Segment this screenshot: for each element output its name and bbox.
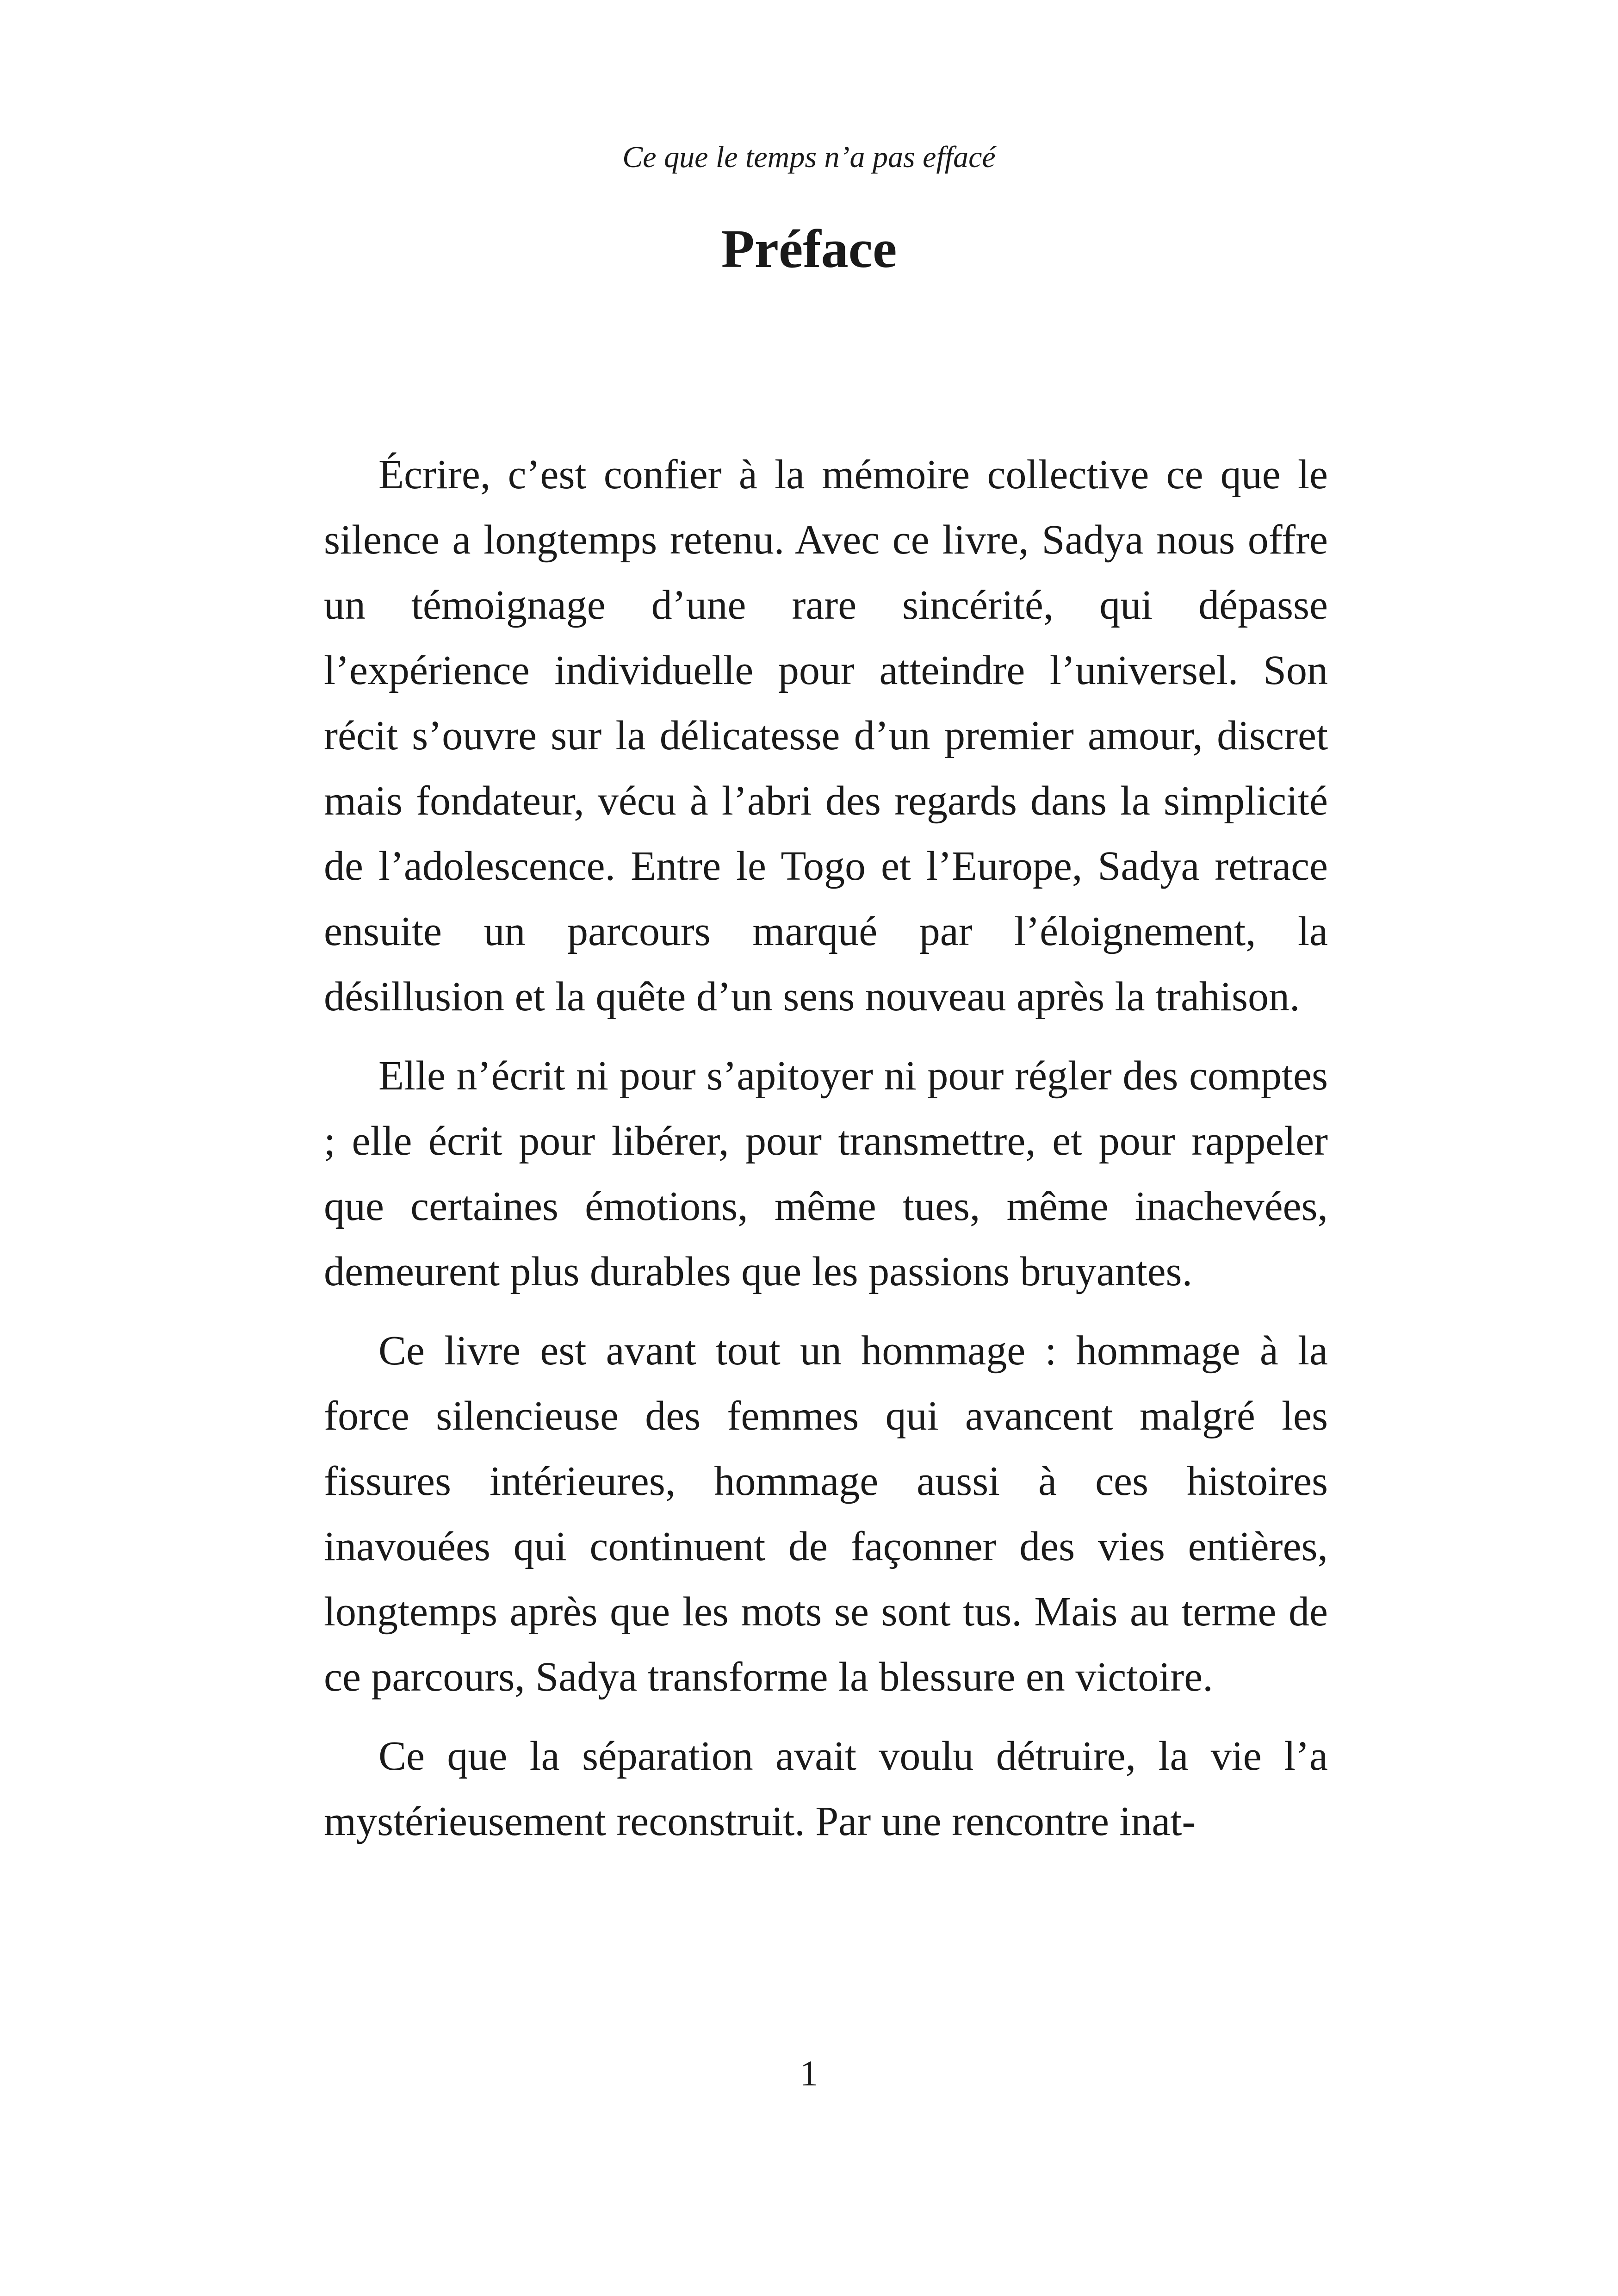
paragraph: Ce livre est avant tout un hommage : hommage à la force silencieuse des femmes qui avancent malgré les fissures intérieures, hommage aussi à ces histoires inavouées qui continuent de façonner des vies entières, longtemps après que les mots se sont tus. Mais au terme de ce parcours, Sadya transforme la blessure en victoire. (324, 1328, 1328, 1700)
paragraph: Écrire, c’est confier à la mémoire collective ce que le silence a longtemps retenu. Avec ce livre, Sadya nous offre un témoignage d’une rare sincérité, qui dépasse l’expérience individuelle pour atteindre l’universel. Son récit s’ouvre sur la délicatesse d’un premier amour, discret mais fondateur, vécu à l’abri des regards dans la simplicité de l’adolescence. Entre le Togo et l’Europe, Sadya retrace ensuite un parcours marqué par l’éloignement, la désillusion et la quête d’un sens nouveau après la trahison. (324, 452, 1328, 1020)
running-header: Ce que le temps n’a pas effacé (622, 140, 996, 174)
chapter-title: Préface (721, 218, 897, 279)
page-number: 1 (800, 2053, 818, 2093)
paragraph: Ce que la séparation avait voulu détruire, la vie l’a mystérieusement reconstruit. Par une rencontre inat- (324, 1733, 1328, 1844)
body-text (324, 442, 1328, 1854)
paragraph: Elle n’écrit ni pour s’apitoyer ni pour régler des comptes ; elle écrit pour libérer, pour transmettre, et pour rappeler que certaines émotions, même tues, même inachevées, demeurent plus durables que les passions bruyantes. (324, 1053, 1328, 1294)
